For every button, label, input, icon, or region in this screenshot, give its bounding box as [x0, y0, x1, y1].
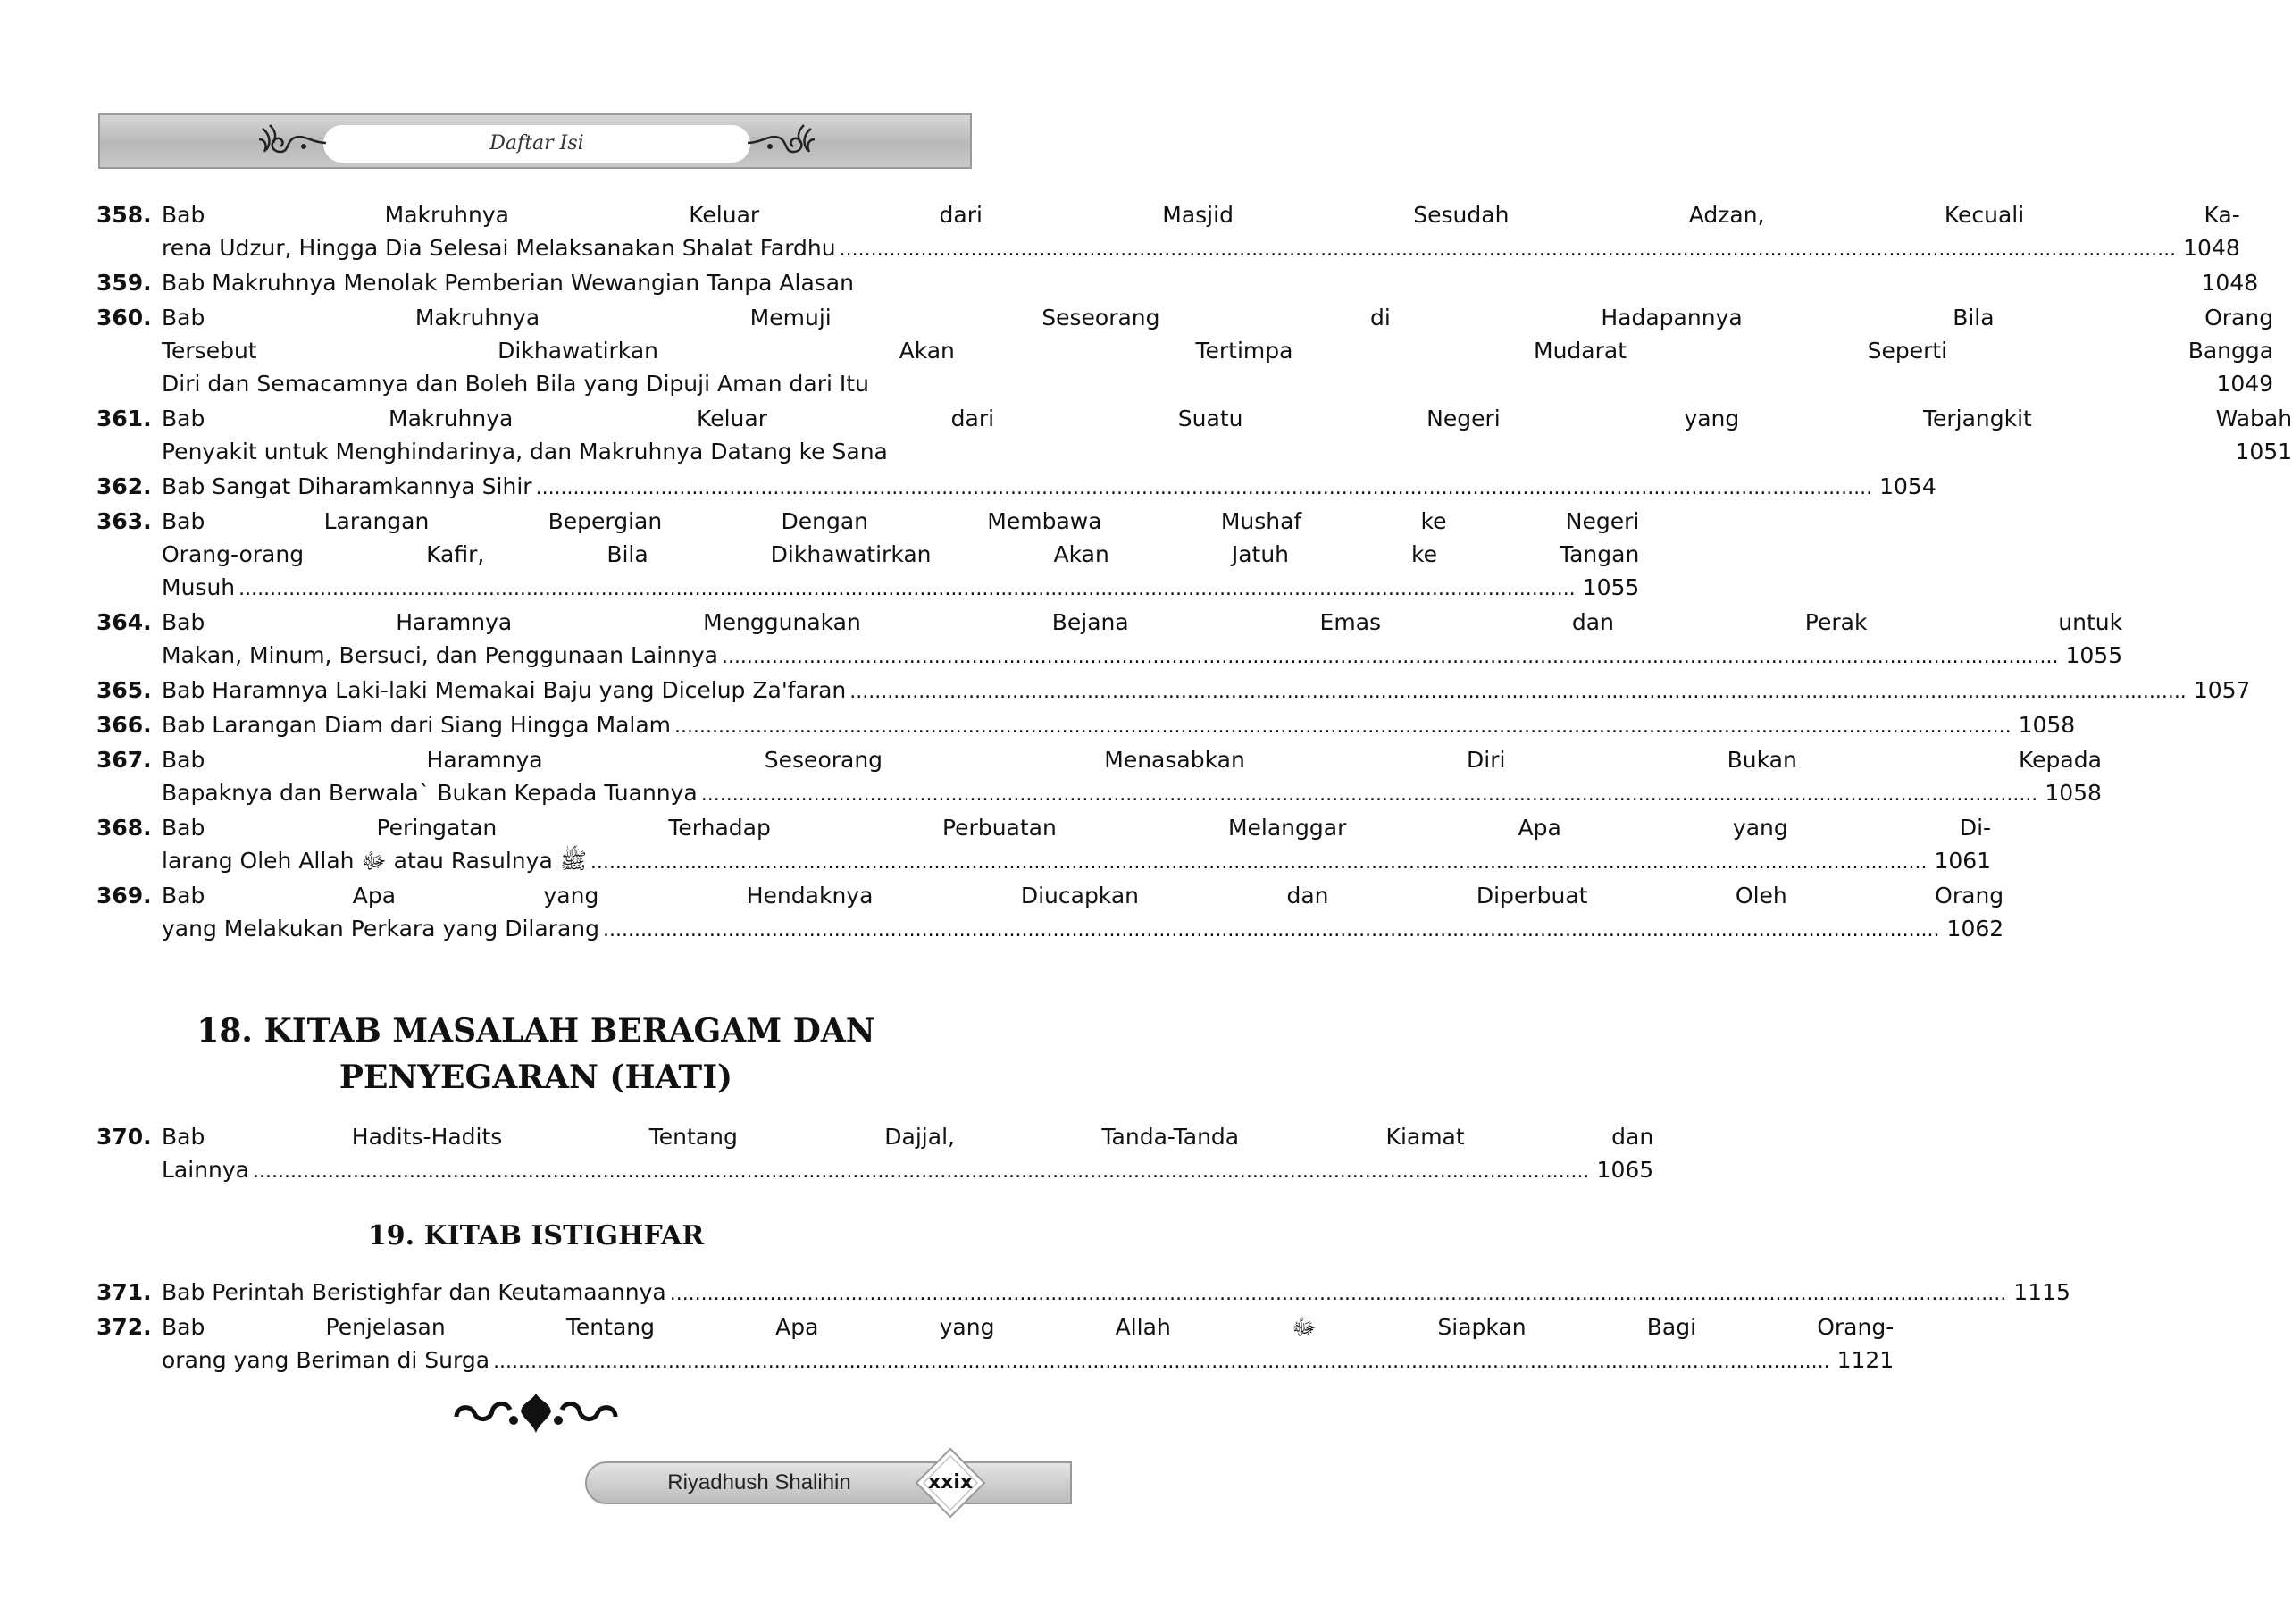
toc-entry[interactable] — [96, 811, 1992, 879]
toc-entry-line — [162, 606, 2122, 639]
toc-entry-page-number: 1065 — [1596, 1157, 1654, 1183]
toc-entry-text: Lainnya — [162, 1157, 249, 1183]
dot-leader — [493, 1345, 1830, 1378]
toc-entry-text: Bab Apa yang Hendaknya Diucapkan dan Diperbuat Oleh Orang — [162, 883, 2004, 908]
toc-entry[interactable] — [96, 470, 1936, 505]
toc-entry-line — [162, 367, 2273, 402]
toc-entry-text: Diri dan Semacamnya dan Boleh Bila yang Dipuji Aman dari Itu — [162, 371, 869, 397]
dot-leader — [849, 675, 2187, 708]
toc-entry-page-number: 1054 — [1879, 473, 1936, 499]
toc-entry[interactable] — [96, 1310, 1895, 1378]
toc-entry-page-number: 1061 — [1934, 848, 1992, 874]
toc-entry-page-number: 1049 — [2216, 371, 2274, 397]
toc-entry-line — [162, 743, 2102, 776]
dot-leader — [722, 640, 2059, 674]
toc-entry[interactable] — [96, 879, 2004, 947]
dot-leader — [238, 573, 1576, 606]
toc-entry-text: yang Melakukan Perkara yang Dilarang — [162, 916, 599, 942]
toc-entry-number: 361. — [96, 406, 152, 431]
toc-entry-number: 371. — [96, 1279, 152, 1305]
toc-entry-page-number: 1121 — [1836, 1347, 1895, 1373]
toc-entry-text: larang Oleh Allah ﷻ atau Rasulnya ﷺ — [162, 848, 587, 874]
dot-leader — [253, 1155, 1590, 1188]
toc-entry-line — [162, 301, 2273, 334]
toc-entry-number: 364. — [96, 609, 152, 635]
toc-entry-line — [162, 776, 2102, 811]
toc-entry[interactable] — [96, 505, 1640, 606]
toc-entry-line — [162, 266, 2258, 301]
toc-entry-line — [162, 1276, 2070, 1310]
toc-entry-text: Bab Makruhnya Memuji Seseorang di Hadapannya Bila Orang — [162, 305, 2274, 331]
section-heading-18-line1: 18. KITAB MASALAH BERAGAM DAN — [197, 1012, 875, 1050]
toc-entry-page-number: 1055 — [1582, 574, 1640, 600]
header-left-flourish-icon — [250, 116, 330, 166]
toc-entry-text: Bab Makruhnya Keluar dari Masjid Sesudah Adzan, Kecuali Ka- — [162, 202, 2240, 228]
toc-entry-page-number: 1051 — [2235, 439, 2292, 465]
toc-entry-number: 370. — [96, 1124, 152, 1150]
toc-entry-text: Bapaknya dan Berwala` Bukan Kepada Tuannya — [162, 780, 698, 806]
toc-entry[interactable] — [96, 743, 2102, 811]
toc-entry-page-number: 1055 — [2065, 642, 2123, 668]
toc-entry-number: 359. — [96, 270, 152, 296]
toc-entry-line — [162, 571, 1639, 606]
toc-entry[interactable] — [96, 301, 2274, 402]
toc-entry-line — [162, 879, 2003, 912]
end-ornament-icon — [451, 1390, 621, 1436]
toc-entry-line — [162, 639, 2122, 674]
toc-entry[interactable] — [96, 674, 2251, 708]
toc-entry-text: Bab Larangan Bepergian Dengan Membawa Mushaf ke Negeri — [162, 508, 1640, 534]
toc-entry-number: 368. — [96, 815, 152, 841]
toc-entry-number: 367. — [96, 747, 152, 773]
toc-entry-line — [162, 1120, 1653, 1153]
toc-entry-text: orang yang Beriman di Surga — [162, 1347, 490, 1373]
toc-entry-number: 365. — [96, 677, 152, 703]
toc-entry-text: Bab Larangan Diam dari Siang Hingga Malam — [162, 712, 672, 738]
toc-entry-line — [162, 1344, 1894, 1378]
dot-leader — [674, 710, 2012, 743]
toc-entry-line — [162, 231, 2240, 266]
toc-entry-page-number: 1062 — [1946, 916, 2004, 942]
section-heading-18-line2: PENYEGARAN (HATI) — [339, 1059, 733, 1096]
toc-entry-line — [162, 538, 1639, 571]
footer-book-title: Riyadhush Shalihin — [667, 1470, 851, 1494]
toc-entry[interactable] — [96, 402, 2292, 470]
toc-entry-text: Bab Haramnya Seseorang Menasabkan Diri Bukan Kepada — [162, 747, 2102, 773]
toc-entry-text: Bab Hadits-Hadits Tentang Dajjal, Tanda-Tanda Kiamat dan — [162, 1124, 1654, 1150]
toc-entry-text: Tersebut Dikhawatirkan Akan Tertimpa Mudarat Seperti Bangga — [162, 338, 2274, 364]
toc-entry-text: Bab Perintah Beristighfar dan Keutamaannya — [162, 1279, 666, 1305]
toc-entry[interactable] — [96, 1120, 1654, 1188]
toc-entry-text: Makan, Minum, Bersuci, dan Penggunaan Lainnya — [162, 642, 718, 668]
toc-entry-text: Bab Haramnya Menggunakan Bejana Emas dan Perak untuk — [162, 609, 2123, 635]
toc-entry-text: Bab Haramnya Laki-laki Memakai Baju yang Dicelup Za'faran — [162, 677, 847, 703]
toc-entry-line — [162, 811, 1991, 844]
toc-entry-number: 372. — [96, 1314, 152, 1340]
toc-list-mid — [96, 1120, 1654, 1188]
toc-entry-line — [162, 334, 2273, 367]
toc-entry-line — [162, 708, 2075, 743]
toc-entry-number: 360. — [96, 305, 152, 331]
toc-entry-line — [162, 1310, 1894, 1344]
toc-entry-text: Bab Penjelasan Tentang Apa yang Allah ﷻ Siapkan Bagi Orang- — [162, 1314, 1895, 1340]
toc-entry-page-number: 1048 — [2201, 270, 2259, 296]
toc-entry-text: Musuh — [162, 574, 236, 600]
toc-entry-page-number: 1048 — [2183, 235, 2240, 261]
dot-leader — [536, 472, 1873, 505]
toc-entry-line — [162, 844, 1991, 879]
toc-entry[interactable] — [96, 708, 2076, 743]
toc-entry-line — [162, 674, 2250, 708]
toc-entry-number: 358. — [96, 202, 152, 228]
dot-leader — [840, 233, 2177, 266]
toc-entry[interactable] — [96, 606, 2123, 674]
toc-entry-line — [162, 912, 2003, 947]
toc-entry-number: 363. — [96, 508, 152, 534]
toc-entry-number: 366. — [96, 712, 152, 738]
toc-entry[interactable] — [96, 1276, 2070, 1310]
section-heading-18 — [98, 1008, 974, 1101]
toc-entry-text: Bab Sangat Diharamkannya Sihir — [162, 473, 532, 499]
toc-entry-line — [162, 198, 2240, 231]
toc-entry-number: 362. — [96, 473, 152, 499]
toc-list-top — [96, 198, 2292, 947]
toc-entry-text: Bab Makruhnya Keluar dari Suatu Negeri yang Terjangkit Wabah — [162, 406, 2292, 431]
dot-leader — [603, 914, 1940, 947]
header-title: Daftar Isi — [489, 132, 584, 155]
toc-entry-text: rena Udzur, Hingga Dia Selesai Melaksanakan Shalat Fardhu — [162, 235, 836, 261]
toc-list-bottom — [96, 1276, 2070, 1378]
section-heading-19: 19. KITAB ISTIGHFAR — [367, 1220, 705, 1251]
toc-entry-line — [162, 470, 1936, 505]
toc-entry[interactable] — [96, 198, 2240, 266]
toc-entry-line — [162, 505, 1639, 538]
toc-entry-page-number: 1115 — [2013, 1279, 2070, 1305]
header-right-flourish-icon — [743, 116, 824, 166]
toc-entry-text: Penyakit untuk Menghindarinya, dan Makruhnya Datang ke Sana — [162, 439, 888, 465]
toc-entry-text: Bab Peringatan Terhadap Perbuatan Melanggar Apa yang Di- — [162, 815, 1992, 841]
toc-entry-text: Orang-orang Kafir, Bila Dikhawatirkan Akan Jatuh ke Tangan — [162, 541, 1640, 567]
toc-entry-page-number: 1058 — [2045, 780, 2102, 806]
toc-entry-text: Bab Makruhnya Menolak Pemberian Wewangian Tanpa Alasan — [162, 270, 854, 296]
dot-leader — [590, 846, 1928, 879]
toc-entry-line — [162, 402, 2292, 435]
page-number: xxix — [927, 1471, 974, 1494]
toc-entry-page-number: 1057 — [2193, 677, 2251, 703]
dot-leader — [701, 778, 2038, 811]
toc-entry-line — [162, 435, 2292, 470]
dot-leader — [670, 1277, 2007, 1310]
toc-entry-page-number: 1058 — [2018, 712, 2076, 738]
toc-entry[interactable] — [96, 266, 2259, 301]
toc-entry-number: 369. — [96, 883, 152, 908]
toc-entry-line — [162, 1153, 1653, 1188]
